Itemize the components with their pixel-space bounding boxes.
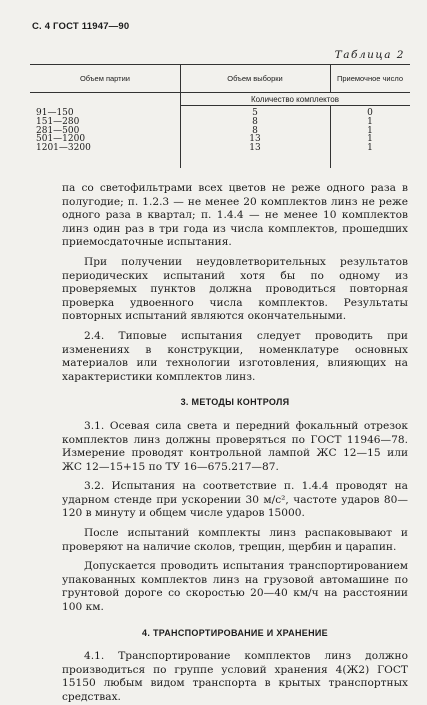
table-cell: 1	[367, 125, 373, 136]
paragraph: 3.1. Осевая сила света и передний фокальный отрезок комплектов линз должны проверяться по ГОСТ 11946—78. Измерение проводят контрольной лампой ЖС 12—15 или ЖС 12—15+15 по ТУ 16—675.217—87.	[62, 419, 408, 473]
paragraph: После испытаний комплекты линз распаковывают и проверяют на наличие сколов, трещин, щербин и царапин.	[62, 527, 408, 553]
paragraph: па со светофильтрами всех цветов не реже одного раза в полугодие; п. 1.2.3 — не менее 20 комплектов линз не реже одного раза в квартал; п. 1.4.4 — не менее 10 комплектов линз один раз в три года из числа комплектов, прошедших приемосдаточные испытания.	[62, 182, 408, 249]
section-heading: 3. МЕТОДЫ КОНТРОЛЯ	[180, 397, 290, 408]
table-cell: 5	[252, 108, 258, 118]
col-header-acceptance-number: Приемочное число	[336, 74, 404, 83]
sampling-table	[30, 64, 410, 168]
table-cell: 0	[367, 108, 373, 118]
table-cell: 13	[249, 143, 261, 154]
table-cell: 1	[367, 143, 373, 154]
table-cell: 13	[249, 134, 261, 145]
table-cell: 1	[367, 116, 373, 127]
table-subheader: Количество комплектов	[250, 95, 340, 104]
table-header-rule	[30, 92, 410, 93]
table-cell: 501—1200	[36, 134, 86, 145]
col-header-lot-size: Объем партии	[79, 74, 131, 83]
table-cell: 151—280	[36, 116, 80, 127]
paragraph: 4.1. Транспортирование комплектов линз должно производиться по группе условий хранения 4(Ж2) ГОСТ 15150 любым видом транспорта в крытых транспортных средствах.	[62, 650, 408, 703]
page-header: С. 4 ГОСТ 11947—90	[32, 21, 130, 32]
table-cell: 1201—3200	[36, 143, 91, 154]
table-cell: 1	[367, 134, 373, 145]
table-top-rule	[30, 64, 410, 65]
lot-size-column	[36, 109, 91, 153]
sample-size-column	[180, 109, 330, 153]
table-cell: 281—500	[36, 125, 80, 136]
acceptance-number-column	[330, 109, 410, 153]
table-caption: Таблица 2	[334, 49, 405, 61]
subheader-rule	[180, 105, 410, 106]
table-cell: 91—150	[36, 108, 74, 118]
paragraph: При получении неудовлетворительных результатов периодических испытаний хотя бы по одному из проверяемых пунктов должна проводиться повторная проверка удвоенного числа комплектов. Результаты повторных испытаний являются окончательными.	[62, 255, 408, 323]
col-header-sample-size: Объем выборки	[227, 74, 283, 83]
paragraph: Допускается проводить испытания транспортированием упакованных комплектов линз на грузовой автомашине по грунтовой дороге со скоростью 20—40 км/ч на расстоянии 100 км.	[62, 560, 408, 614]
paragraph: 3.2. Испытания на соответствие п. 1.4.4 проводят на ударном стенде при ускорении 30 м/с², частоте ударов 80—120 в минуту и общем числе ударов 15000.	[62, 480, 408, 520]
table-cell: 8	[252, 116, 258, 127]
table-cell: 8	[252, 125, 258, 136]
section-heading: 4. ТРАНСПОРТИРОВАНИЕ И ХРАНЕНИЕ	[142, 627, 328, 638]
document-body	[62, 182, 408, 705]
paragraph: 2.4. Типовые испытания следует проводить при изменениях в конструкции, номенклатуре основных материалов или технологии изготовления, влияющих на характеристики комплектов линз.	[62, 329, 408, 383]
